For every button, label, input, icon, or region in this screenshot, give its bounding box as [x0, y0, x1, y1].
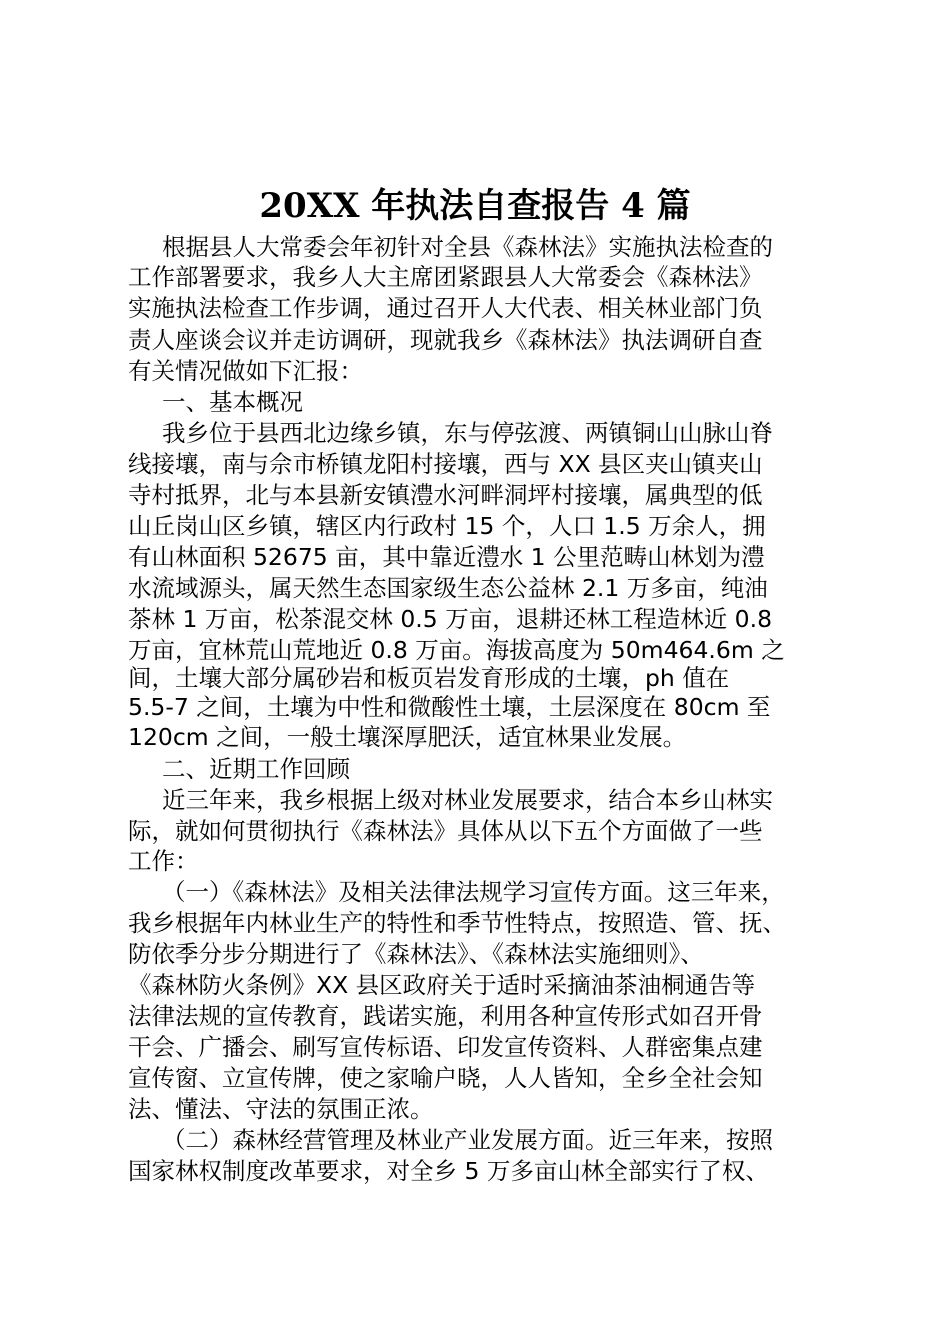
section-heading: 二、近期工作回顾: [162, 755, 350, 783]
paragraph-line: 法、懂法、守法的氛围正浓。: [128, 1095, 434, 1123]
paragraph-line: （一）《森林法》及相关法律法规学习宣传方面。这三年来，: [162, 878, 785, 906]
paragraph-line: 近三年来，我乡根据上级对林业发展要求，结合本乡山林实: [162, 786, 773, 814]
paragraph-line: 茶林 1 万亩，松茶混交林 0.5 万亩，退耕还林工程造林近 0.8: [128, 605, 773, 633]
paragraph-line: 我乡根据年内林业生产的特性和季节性特点，按照造、管、抚、: [128, 909, 786, 937]
paragraph-line: 万亩，宜林荒山荒地近 0.8 万亩。海拔高度为 50m464.6m 之: [128, 636, 785, 664]
paragraph-line: 120cm 之间，一般土壤深厚肥沃，适宜林果业发展。: [128, 723, 687, 751]
paragraph-line: 水流域源头，属天然生态国家级生态公益林 2.1 万多亩，纯油: [128, 574, 768, 602]
paragraph-line: 际，就如何贯彻执行《森林法》具体从以下五个方面做了一些: [128, 817, 763, 845]
paragraph-line: 5.5-7 之间，土壤为中性和微酸性土壤，土层深度在 80cm 至: [128, 693, 771, 721]
paragraph-line: 线接壤，南与佘市桥镇龙阳村接壤，西与 XX 县区夹山镇夹山: [128, 450, 763, 478]
paragraph-line: 法律法规的宣传教育，践诺实施，利用各种宣传形式如召开骨: [128, 1002, 763, 1030]
paragraph-line: 《森林防火条例》XX 县区政府关于适时采摘油茶油桐通告等: [128, 971, 756, 999]
paragraph-line: 宣传窗、立宣传牌，使之家喻户晓，人人皆知，全乡全社会知: [128, 1064, 763, 1092]
paragraph-line: 工作部署要求，我乡人大主席团紧跟县人大常委会《森林法》: [128, 263, 763, 291]
paragraph-line: 根据县人大常委会年初针对全县《森林法》实施执法检查的: [162, 233, 773, 261]
paragraph-line: 有关情况做如下汇报：: [128, 357, 363, 385]
paragraph-line: 责人座谈会议并走访调研，现就我乡《森林法》执法调研自查: [128, 326, 763, 354]
paragraph-line: 工作：: [128, 847, 199, 875]
paragraph-line: 我乡位于县西北边缘乡镇，东与停弦渡、两镇铜山山脉山脊: [162, 419, 773, 447]
paragraph-line: （二）森林经营管理及林业产业发展方面。近三年来，按照: [162, 1126, 773, 1154]
paragraph-line: 有山林面积 52675 亩，其中靠近澧水 1 公里范畴山林划为澧: [128, 543, 765, 571]
section-heading: 一、基本概况: [162, 388, 303, 416]
paragraph-line: 间，土壤大部分属砂岩和板页岩发育形成的土壤，ph 值在: [128, 664, 730, 692]
paragraph-line: 山丘岗山区乡镇，辖区内行政村 15 个，人口 1.5 万余人，拥: [128, 512, 766, 540]
paragraph-line: 防依季分步分期进行了《森林法》、《森林法实施细则》、: [128, 940, 704, 968]
paragraph-line: 实施执法检查工作步调，通过召开人大代表、相关林业部门负: [128, 294, 763, 322]
paragraph-line: 国家林权制度改革要求，对全乡 5 万多亩山林全部实行了权、: [128, 1157, 769, 1185]
document-title: 20XX 年执法自查报告 4 篇: [259, 186, 691, 226]
paragraph-line: 寺村抵界，北与本县新安镇澧水河畔洞坪村接壤，属典型的低: [128, 481, 763, 509]
paragraph-line: 干会、广播会、刷写宣传标语、印发宣传资料、人群密集点建: [128, 1033, 763, 1061]
